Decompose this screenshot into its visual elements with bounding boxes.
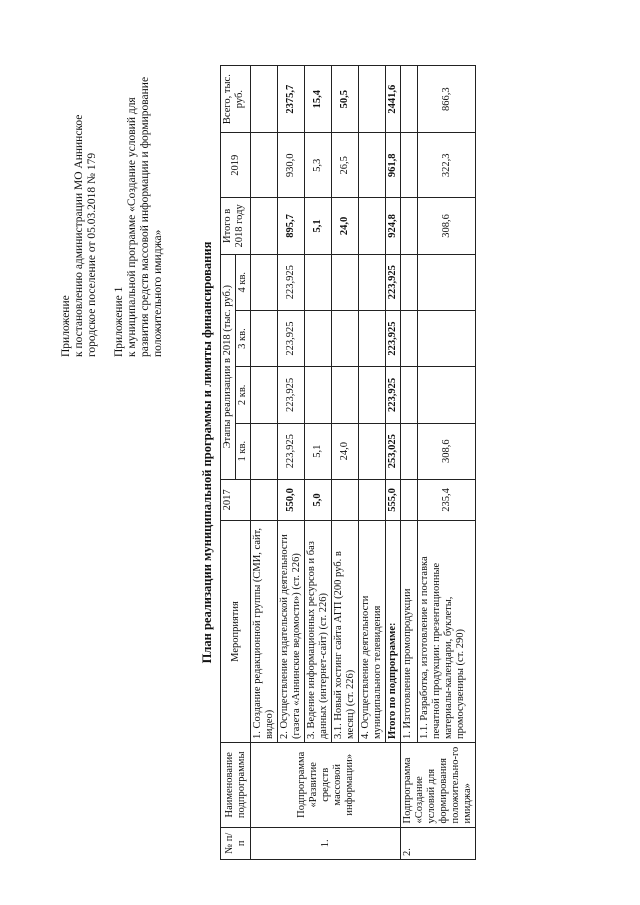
value-q1 bbox=[359, 423, 386, 479]
q4-header: 4 кв. bbox=[236, 254, 251, 310]
col-total2018-header: Итого в 2018 году bbox=[221, 198, 251, 254]
value-2019 bbox=[359, 133, 386, 198]
value-q3 bbox=[305, 310, 332, 366]
col-2019-header: 2019 bbox=[221, 133, 251, 198]
value-2017 bbox=[359, 479, 386, 520]
activity-cell: 1.1. Разработка, изготовление и поставка печатной продукции: презентационные материалы-календари, буклеты, промосувениры (ст. 290) bbox=[418, 521, 476, 743]
table-row bbox=[418, 66, 476, 860]
table-row bbox=[305, 66, 332, 860]
value-q4 bbox=[332, 254, 359, 310]
value-q2 bbox=[359, 367, 386, 423]
value-q4 bbox=[418, 254, 476, 310]
subtotal-q3: 223,925 bbox=[386, 310, 401, 366]
table-row bbox=[251, 66, 278, 860]
appendix-label: Приложение bbox=[60, 295, 72, 357]
value-total-2018 bbox=[251, 198, 278, 254]
value-q1: 24,0 bbox=[332, 423, 359, 479]
subprogram-number: 2. bbox=[401, 827, 476, 859]
value-q2: 223,925 bbox=[278, 367, 305, 423]
value-2017 bbox=[332, 479, 359, 520]
value-q4 bbox=[401, 254, 418, 310]
q3-header: 3 кв. bbox=[236, 310, 251, 366]
value-q2 bbox=[305, 367, 332, 423]
value-q4 bbox=[305, 254, 332, 310]
value-q2 bbox=[332, 367, 359, 423]
table-row bbox=[278, 66, 305, 860]
col-2017-header: 2017 bbox=[221, 479, 251, 520]
value-total bbox=[251, 66, 278, 133]
value-q1: 5,1 bbox=[305, 423, 332, 479]
col-activities-header: Мероприятия bbox=[221, 521, 251, 743]
value-2017: 5,0 bbox=[305, 479, 332, 520]
value-q4 bbox=[359, 254, 386, 310]
value-q3 bbox=[332, 310, 359, 366]
subprogram-name: Подпрограмма «Развитие средств массовой информации» bbox=[251, 743, 401, 827]
value-total-2018: 308,6 bbox=[418, 198, 476, 254]
subtotal-total-2018: 924,8 bbox=[386, 198, 401, 254]
value-q1 bbox=[401, 423, 418, 479]
value-2019 bbox=[401, 133, 418, 198]
plan-table bbox=[220, 65, 476, 860]
value-q3 bbox=[359, 310, 386, 366]
value-total bbox=[401, 66, 418, 133]
value-2017: 550,0 bbox=[278, 479, 305, 520]
activity-cell: 3. Ведение информационных ресурсов и баз данных (интернет-сайт) (ст. 226) bbox=[305, 521, 332, 743]
activity-cell: 3.1. Новый хостинг сайта АГП (200 руб. в месяц) (ст. 226) bbox=[332, 521, 359, 743]
value-q3 bbox=[251, 310, 278, 366]
value-2019: 322,3 bbox=[418, 133, 476, 198]
appendix-block bbox=[60, 67, 99, 357]
subtotal-q2: 223,925 bbox=[386, 367, 401, 423]
value-2019: 26,5 bbox=[332, 133, 359, 198]
value-q3: 223,925 bbox=[278, 310, 305, 366]
value-q2 bbox=[401, 367, 418, 423]
col-total-header: Всего, тыс. руб. bbox=[221, 66, 251, 133]
q2-header: 2 кв. bbox=[236, 367, 251, 423]
col-num-header: № п/п bbox=[221, 827, 251, 859]
subprogram-number: 1. bbox=[251, 827, 401, 859]
value-2019: 930,0 bbox=[278, 133, 305, 198]
q1-header: 1 кв. bbox=[236, 423, 251, 479]
value-total: 15,4 bbox=[305, 66, 332, 133]
value-total-2018: 5,1 bbox=[305, 198, 332, 254]
activity-cell: 1. Изготовление промопродукции bbox=[401, 521, 418, 743]
value-total-2018: 895,7 bbox=[278, 198, 305, 254]
value-2017 bbox=[401, 479, 418, 520]
subprogram-name: Подпрограмма «Создание условий для формирования положительно-го имиджа» bbox=[401, 743, 476, 827]
table-header bbox=[221, 66, 251, 860]
value-total-2018: 24,0 bbox=[332, 198, 359, 254]
value-2017 bbox=[251, 479, 278, 520]
value-total-2018 bbox=[359, 198, 386, 254]
appendix1-line2: развития средств массовой информации и формирование bbox=[139, 76, 151, 357]
subtotal-row bbox=[386, 66, 401, 860]
subtotal-label: Итого по подпрограмме: bbox=[386, 521, 401, 743]
plan-title: План реализации муниципальной программы и лимиты финансирования bbox=[200, 241, 214, 664]
appendix-ref-line2: городское поселение от 05.03.2018 № 179 bbox=[86, 152, 98, 357]
appendix-header bbox=[60, 67, 179, 357]
subtotal-2017: 555,0 bbox=[386, 479, 401, 520]
value-q3 bbox=[418, 310, 476, 366]
subtotal-q1: 253,025 bbox=[386, 423, 401, 479]
appendix1-block bbox=[113, 67, 165, 357]
col-stages-header: Этапы реализации в 2018 (тыс. руб.) bbox=[221, 254, 236, 479]
subtotal-q4: 223,925 bbox=[386, 254, 401, 310]
value-q1 bbox=[251, 423, 278, 479]
appendix1-line1: к муниципальной программе «Создание условий для bbox=[126, 97, 138, 357]
activity-cell: 1. Создание редакционной группы (СМИ, сайт, видео) bbox=[251, 521, 278, 743]
table-row bbox=[332, 66, 359, 860]
col-subprogram-header: Наименование подпрограммы bbox=[221, 743, 251, 827]
appendix1-line3: положительного имиджа» bbox=[152, 229, 164, 357]
activity-cell: 4. Осуществление деятельности муниципального телевидения bbox=[359, 521, 386, 743]
value-q4: 223,925 bbox=[278, 254, 305, 310]
subtotal-total: 2441,6 bbox=[386, 66, 401, 133]
value-2017: 235,4 bbox=[418, 479, 476, 520]
value-total: 866,3 bbox=[418, 66, 476, 133]
table-row bbox=[401, 66, 418, 860]
value-total: 50,5 bbox=[332, 66, 359, 133]
value-q2 bbox=[418, 367, 476, 423]
value-q1: 223,925 bbox=[278, 423, 305, 479]
table-row bbox=[359, 66, 386, 860]
value-q4 bbox=[251, 254, 278, 310]
value-total: 2375,7 bbox=[278, 66, 305, 133]
value-total-2018 bbox=[401, 198, 418, 254]
appendix-ref-line1: к постановлению администрации МО Аннинское bbox=[73, 114, 85, 357]
activity-cell: 2. Осуществление издательской деятельности (газета «Аннинские ведомости») (ст. 226) bbox=[278, 521, 305, 743]
value-q3 bbox=[401, 310, 418, 366]
value-total bbox=[359, 66, 386, 133]
value-q2 bbox=[251, 367, 278, 423]
subtotal-2019: 961,8 bbox=[386, 133, 401, 198]
appendix1-label: Приложение 1 bbox=[113, 286, 125, 357]
value-2019: 5,3 bbox=[305, 133, 332, 198]
value-2019 bbox=[251, 133, 278, 198]
value-q1: 308,6 bbox=[418, 423, 476, 479]
